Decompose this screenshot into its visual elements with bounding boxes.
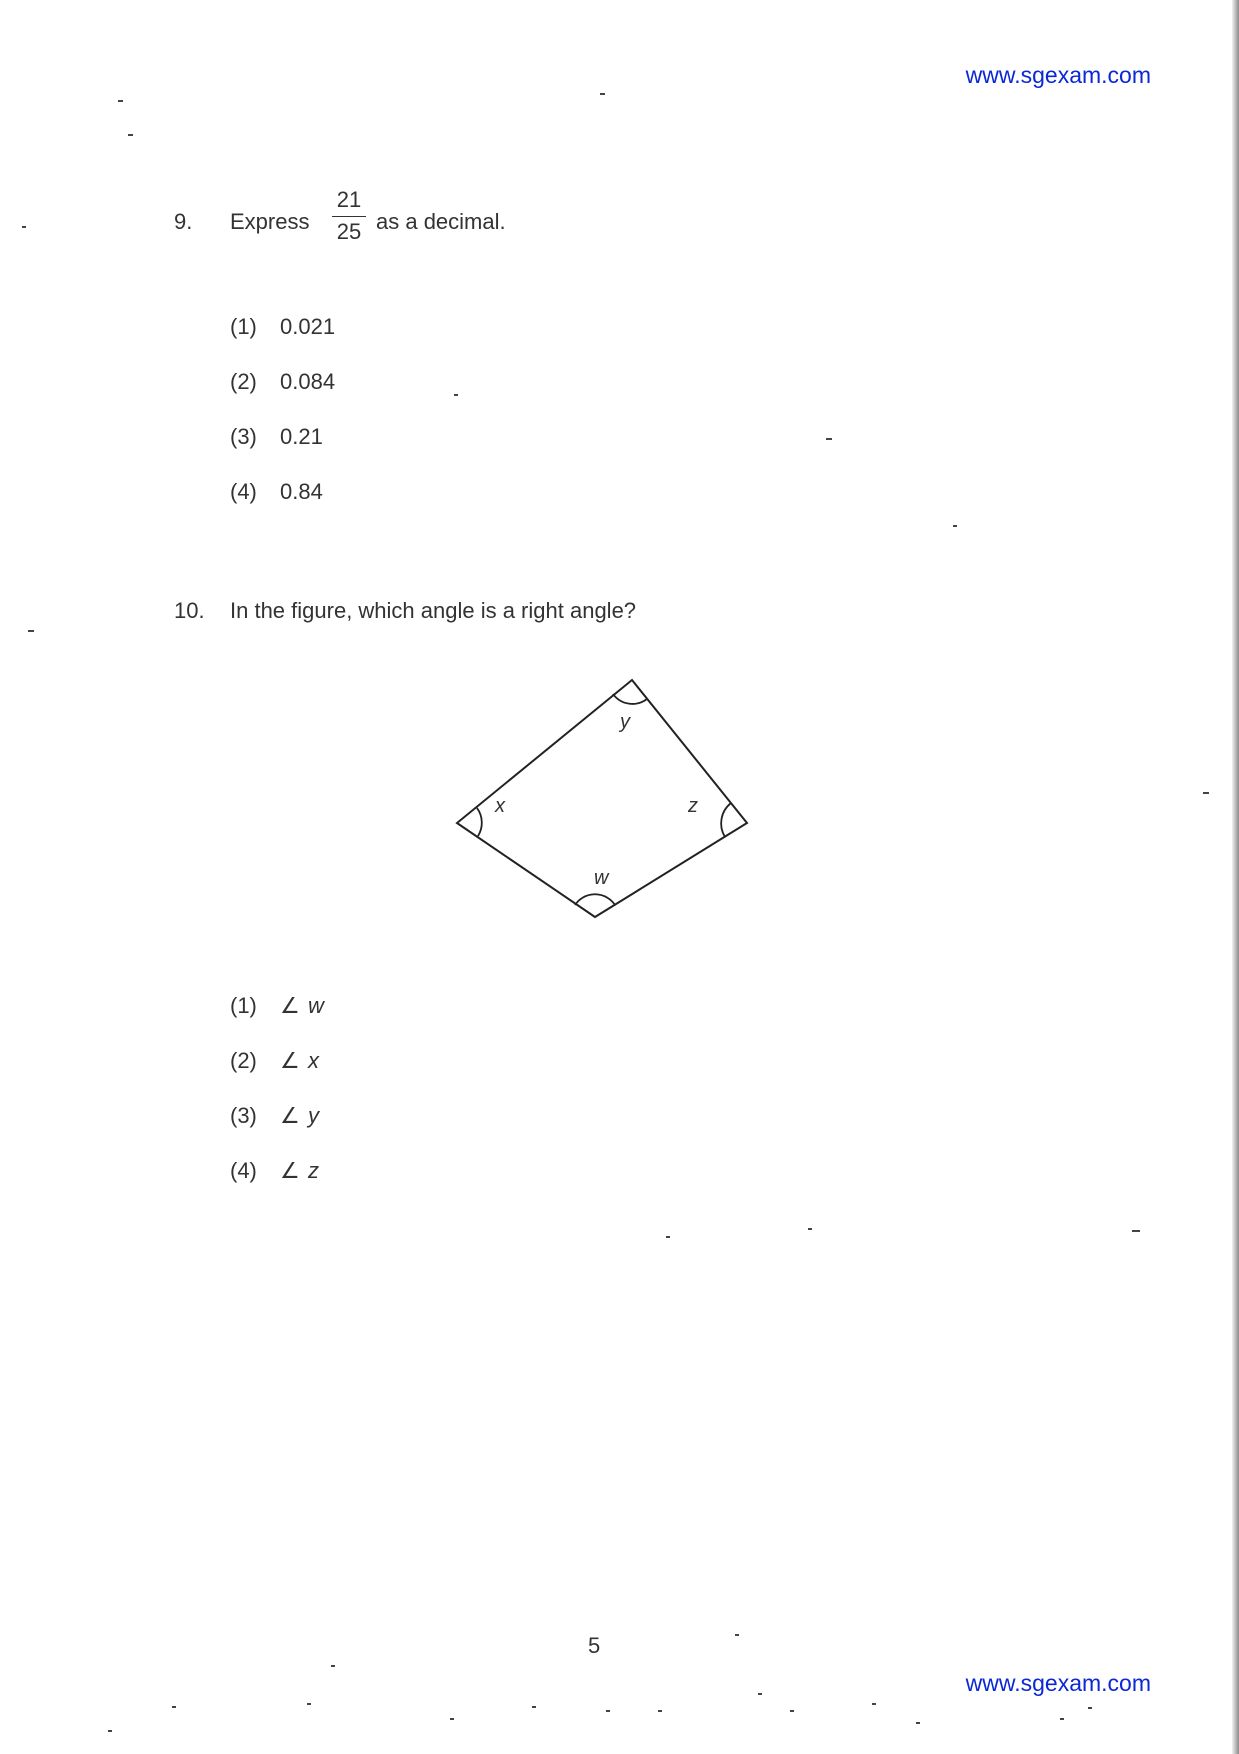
fraction-denominator: 25 bbox=[336, 219, 362, 244]
question-suffix: as a decimal. bbox=[376, 209, 506, 234]
page-number: 5 bbox=[588, 1633, 601, 1658]
label-w: w bbox=[594, 867, 609, 889]
option-value: 0.84 bbox=[280, 479, 323, 504]
arc-x bbox=[477, 808, 482, 836]
scan-speck bbox=[808, 1228, 812, 1230]
scan-speck bbox=[532, 1706, 536, 1708]
scan-speck bbox=[600, 93, 605, 95]
arc-z bbox=[721, 803, 731, 837]
q10-option-2[interactable] bbox=[230, 1048, 319, 1074]
q9-option-3[interactable] bbox=[230, 424, 323, 450]
q10-option-1[interactable] bbox=[230, 993, 324, 1019]
angle-symbol: ∠ bbox=[280, 1048, 300, 1073]
scan-speck bbox=[758, 1693, 762, 1695]
scan-speck bbox=[454, 394, 458, 396]
scan-speck bbox=[916, 1722, 920, 1724]
scan-speck bbox=[1203, 792, 1209, 794]
scan-speck bbox=[172, 1706, 176, 1708]
scan-speck bbox=[28, 630, 34, 632]
option-label: (2) bbox=[230, 369, 257, 394]
option-variable: y bbox=[308, 1103, 319, 1128]
label-z: z bbox=[688, 795, 698, 817]
scan-speck bbox=[22, 226, 26, 228]
question-number: 10. bbox=[174, 598, 205, 623]
scan-speck bbox=[826, 438, 832, 440]
label-y: y bbox=[620, 711, 630, 733]
fraction-bar bbox=[332, 216, 366, 217]
fraction-numerator: 21 bbox=[336, 187, 362, 212]
option-label: (4) bbox=[230, 479, 257, 504]
page-edge-shadow bbox=[1232, 0, 1239, 1754]
option-variable: w bbox=[308, 993, 324, 1018]
option-label: (2) bbox=[230, 1048, 257, 1073]
option-value: 0.21 bbox=[280, 424, 323, 449]
question-9 bbox=[174, 187, 1074, 251]
arc-y bbox=[613, 694, 647, 704]
arc-w bbox=[575, 894, 615, 905]
q9-option-4[interactable] bbox=[230, 479, 323, 505]
header-site-link[interactable]: www.sgexam.com bbox=[965, 62, 1151, 88]
scan-speck bbox=[1060, 1718, 1064, 1720]
option-label: (1) bbox=[230, 993, 257, 1018]
q10-option-4[interactable] bbox=[230, 1158, 319, 1184]
angle-symbol: ∠ bbox=[280, 993, 300, 1018]
option-label: (1) bbox=[230, 314, 257, 339]
option-variable: x bbox=[308, 1048, 319, 1073]
q9-option-2[interactable] bbox=[230, 369, 335, 395]
scan-speck bbox=[735, 1634, 739, 1636]
question-text: In the figure, which angle is a right angle? bbox=[230, 598, 637, 623]
option-label: (3) bbox=[230, 424, 257, 449]
option-value: 0.084 bbox=[280, 369, 336, 394]
scan-speck bbox=[953, 525, 957, 527]
scan-speck bbox=[658, 1710, 662, 1712]
question-number: 9. bbox=[174, 209, 193, 234]
scan-speck bbox=[606, 1710, 610, 1712]
option-value: 0.021 bbox=[280, 314, 336, 339]
scan-speck bbox=[307, 1703, 311, 1705]
angle-symbol: ∠ bbox=[280, 1158, 300, 1183]
q10-option-3[interactable] bbox=[230, 1103, 319, 1129]
angle-symbol: ∠ bbox=[280, 1103, 300, 1128]
scan-speck bbox=[872, 1703, 876, 1705]
q9-option-1[interactable] bbox=[230, 314, 335, 340]
scan-speck bbox=[790, 1710, 794, 1712]
scan-speck bbox=[128, 134, 133, 136]
label-x: x bbox=[495, 795, 505, 817]
scan-speck bbox=[1132, 1230, 1140, 1232]
option-label: (3) bbox=[230, 1103, 257, 1128]
option-label: (4) bbox=[230, 1158, 257, 1183]
scan-speck bbox=[1088, 1707, 1092, 1709]
question-prefix: Express bbox=[230, 209, 310, 234]
footer-site-link[interactable]: www.sgexam.com bbox=[965, 1670, 1151, 1696]
scan-speck bbox=[108, 1730, 112, 1732]
fraction bbox=[332, 187, 366, 245]
scan-speck bbox=[666, 1236, 670, 1238]
option-variable: z bbox=[308, 1158, 319, 1183]
scan-speck bbox=[118, 100, 123, 102]
quadrilateral-figure bbox=[440, 670, 760, 930]
scan-speck bbox=[450, 1718, 454, 1720]
scan-speck bbox=[331, 1665, 335, 1667]
